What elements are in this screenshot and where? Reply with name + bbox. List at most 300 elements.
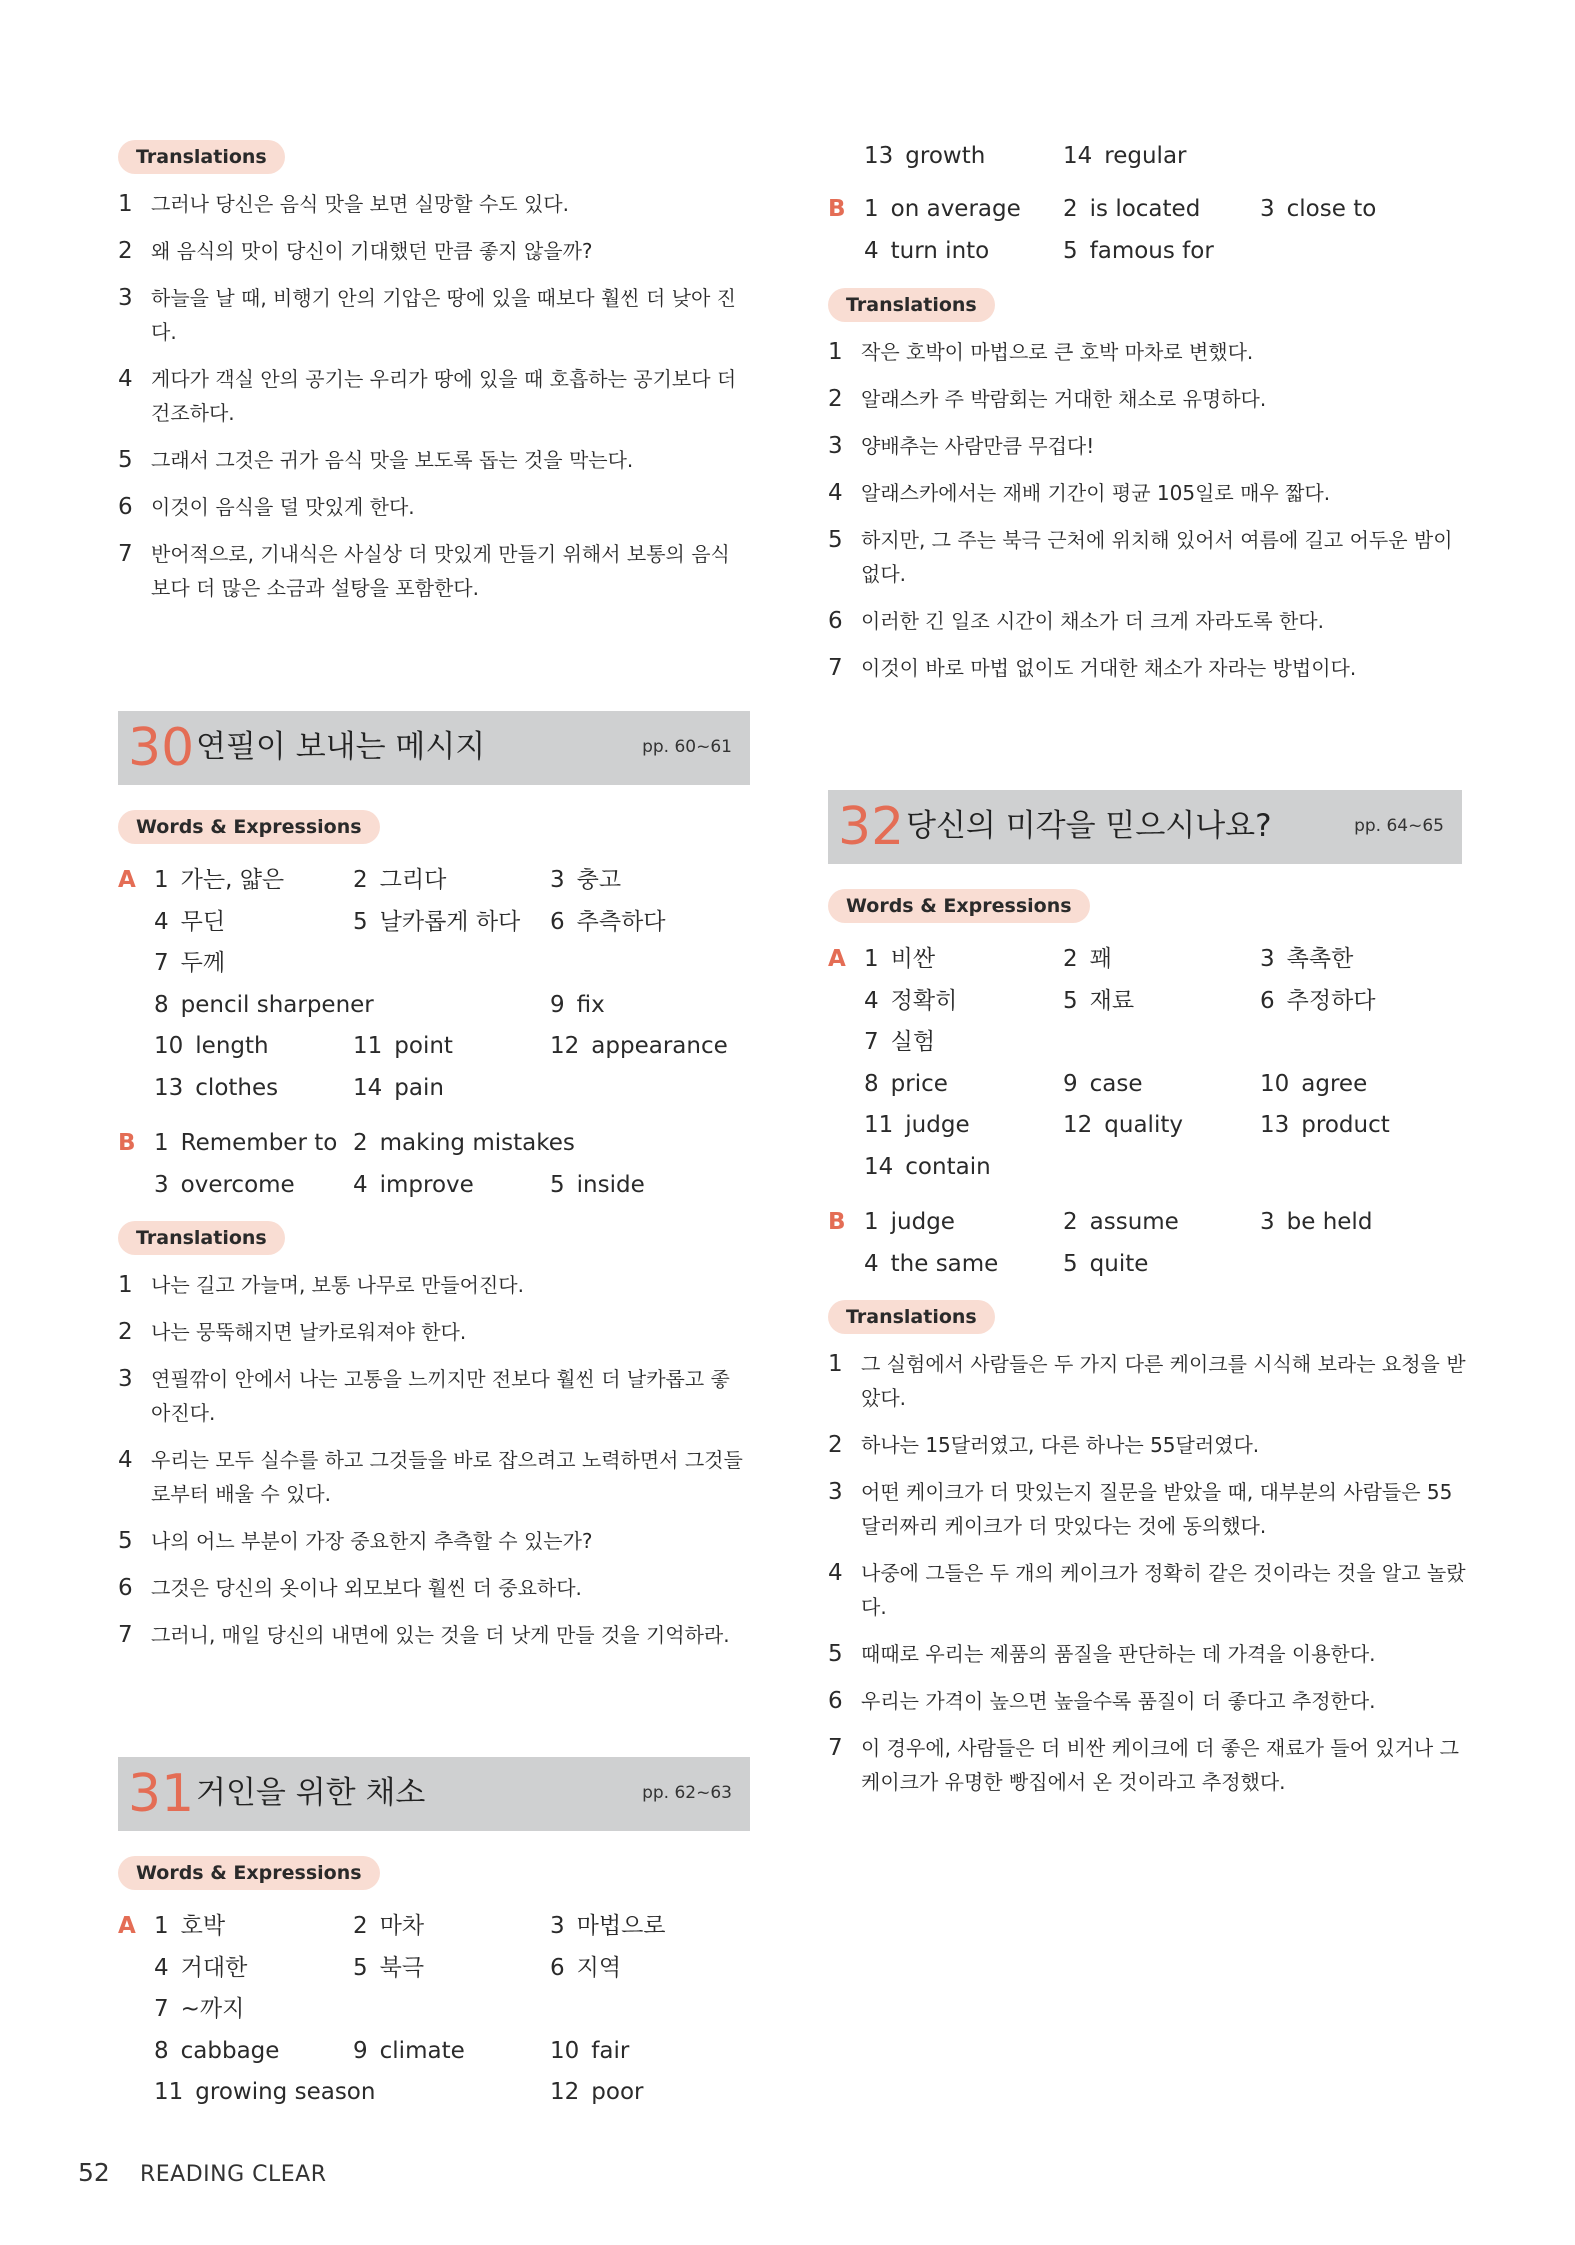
- answer-item: [1063, 943, 1112, 975]
- answer-item: [1260, 985, 1376, 1017]
- item-number: 3: [550, 1913, 565, 1939]
- section-letter: A: [118, 1913, 136, 1939]
- item-number: 4: [154, 1954, 169, 1981]
- translation-text: 어떤 케이크가 더 맛있는지 질문을 받았을 때, 대부분의 사람들은 55달러짜리 케이크가 더 맛있다는 것에 동의했다.: [861, 1480, 1453, 1538]
- item-number: 6: [550, 1954, 565, 1981]
- item-number: 2: [353, 1913, 368, 1939]
- answer-item: [864, 140, 985, 172]
- unit-number: 30: [128, 718, 195, 778]
- item-number: 4: [118, 1447, 133, 1473]
- answer-text: is located: [1089, 196, 1201, 222]
- item-number: 12: [550, 2079, 580, 2105]
- answer-text: contain: [905, 1153, 991, 1180]
- translation-item: [828, 651, 1468, 685]
- translation-item: [828, 604, 1468, 638]
- translation-item: [828, 1475, 1468, 1543]
- item-number: 3: [828, 1479, 843, 1505]
- translation-item: [118, 234, 748, 268]
- answer-text: 지역: [576, 1954, 622, 1981]
- item-number: 5: [1063, 1250, 1078, 1277]
- unit-number: 31: [128, 1764, 195, 1824]
- item-number: 1: [864, 196, 879, 222]
- answer-text: 재료: [1089, 987, 1135, 1014]
- translation-item: [118, 1571, 748, 1605]
- item-number: 2: [828, 386, 843, 412]
- item-number: 8: [154, 2037, 169, 2064]
- translation-item: [118, 443, 748, 477]
- translation-text: 우리는 모두 실수를 하고 그것들을 바로 잡으려고 노력하면서 그것들로부터 배울 수 있다.: [151, 1448, 743, 1506]
- answer-text: improve: [379, 1171, 474, 1198]
- answer-text: 북극: [379, 1954, 425, 1981]
- answer-item: [1063, 1068, 1143, 1100]
- translation-item: [118, 362, 748, 430]
- answer-text: on average: [890, 196, 1021, 222]
- item-number: 8: [154, 991, 169, 1018]
- answer-text: price: [890, 1070, 948, 1097]
- answer-text: inside: [576, 1171, 645, 1198]
- answer-item: [353, 1952, 424, 1984]
- answer-row: [828, 985, 1468, 1017]
- item-number: 9: [1063, 1070, 1078, 1097]
- answer-text: Remember to: [180, 1130, 338, 1156]
- item-number: 14: [864, 1153, 894, 1180]
- answer-row: [118, 1910, 748, 1942]
- item-number: 6: [118, 494, 133, 520]
- item-number: 5: [118, 1528, 133, 1554]
- answer-item: [864, 1068, 948, 1100]
- translation-text: 그러나 당신은 음식 맛을 보면 실망할 수도 있다.: [151, 192, 569, 216]
- translation-list: [118, 187, 748, 605]
- answer-text: 무딘: [180, 908, 226, 935]
- translation-item: [828, 523, 1468, 591]
- answer-item: [154, 906, 225, 938]
- item-number: 1: [828, 339, 843, 365]
- translation-list: [828, 335, 1468, 685]
- translation-text: 반어적으로, 기내식은 사실상 더 맛있게 만들기 위해서 보통의 음식보다 더 많은 소금과 설탕을 포함한다.: [151, 542, 730, 600]
- unit-title: 연필이 보내는 메시지: [196, 729, 486, 765]
- item-number: 13: [864, 143, 894, 169]
- answer-item: [1260, 1206, 1372, 1238]
- translation-item: [118, 1268, 748, 1302]
- left-translations-block: [118, 140, 748, 605]
- answer-item: [550, 1910, 666, 1942]
- answer-item: [550, 1952, 621, 1984]
- translation-item: [118, 281, 748, 349]
- translation-text: 우리는 가격이 높으면 높을수록 품질이 더 좋다고 추정한다.: [861, 1689, 1376, 1713]
- answer-text: 호박: [180, 1913, 226, 1939]
- item-number: 4: [828, 1560, 843, 1586]
- translation-item: [118, 1443, 748, 1511]
- section-letter: A: [118, 867, 136, 893]
- item-number: 4: [864, 1250, 879, 1277]
- translation-item: [118, 537, 748, 605]
- unit-pages: pp. 62~63: [642, 1783, 732, 1803]
- answer-text: clothes: [195, 1074, 279, 1101]
- answer-text: 두께: [180, 950, 226, 976]
- item-number: 6: [828, 608, 843, 634]
- answer-row: [118, 2035, 748, 2067]
- unit-31-words: [118, 1856, 748, 1890]
- translation-item: [118, 490, 748, 524]
- answer-text: product: [1301, 1112, 1390, 1138]
- answer-row: [118, 2076, 748, 2108]
- unit-pages: pp. 60~61: [642, 737, 732, 757]
- section-letter: B: [118, 1130, 136, 1156]
- answer-item: [864, 943, 935, 975]
- answer-row: [118, 906, 748, 938]
- translation-item: [828, 1556, 1468, 1624]
- answer-item: [1063, 1248, 1148, 1280]
- item-number: 7: [118, 541, 133, 567]
- translation-text: 나는 길고 가늘며, 보통 나무로 만들어진다.: [151, 1273, 524, 1297]
- translation-item: [828, 1637, 1468, 1671]
- answer-text: appearance: [591, 1033, 728, 1059]
- translation-list: [828, 1347, 1468, 1799]
- item-number: 5: [828, 1641, 843, 1667]
- item-number: 4: [864, 237, 879, 264]
- item-number: 13: [1260, 1112, 1290, 1138]
- answer-item: [1260, 943, 1353, 975]
- translation-item: [118, 1618, 748, 1652]
- answer-item: [1063, 1109, 1183, 1141]
- item-number: 14: [1063, 143, 1093, 169]
- answer-item: [1063, 193, 1200, 225]
- translation-list: [118, 1268, 748, 1652]
- answer-text: 촉촉한: [1286, 946, 1354, 972]
- item-number: 2: [118, 238, 133, 264]
- translation-text: 게다가 객실 안의 공기는 우리가 땅에 있을 때 호흡하는 공기보다 더 건조하다.: [151, 367, 737, 425]
- answer-text: be held: [1286, 1209, 1373, 1235]
- item-number: 2: [353, 867, 368, 893]
- unit-32-words: [828, 889, 1468, 923]
- answer-item: [154, 1993, 244, 2025]
- translation-text: 이것이 음식을 덜 맛있게 한다.: [151, 495, 415, 519]
- words-expressions-label: Words & Expressions: [118, 810, 380, 844]
- answer-text: 추측하다: [576, 908, 666, 935]
- answer-text: 그리다: [379, 867, 447, 893]
- translation-item: [828, 1684, 1468, 1718]
- translation-text: 양배추는 사람만큼 무겁다!: [861, 434, 1095, 458]
- answer-item: [864, 193, 1021, 225]
- item-number: 4: [353, 1171, 368, 1198]
- unit-31-section-a-continued: [828, 140, 1468, 180]
- unit-32-section-a: [828, 943, 1468, 1180]
- item-number: 1: [118, 1272, 133, 1298]
- answer-item: [154, 2035, 279, 2067]
- answer-text: turn into: [890, 237, 990, 264]
- item-number: 10: [550, 2037, 580, 2064]
- item-number: 1: [864, 1209, 879, 1235]
- translation-text: 알래스카 주 박람회는 거대한 채소로 유명하다.: [861, 387, 1267, 411]
- translation-text: 하늘을 날 때, 비행기 안의 기압은 땅에 있을 때보다 훨씬 더 낮아 진다.: [151, 286, 736, 344]
- item-number: 10: [1260, 1070, 1290, 1097]
- answer-item: [864, 235, 989, 267]
- answer-text: quite: [1089, 1250, 1149, 1277]
- item-number: 10: [154, 1033, 184, 1059]
- answer-item: [353, 1127, 575, 1159]
- item-number: 5: [1063, 237, 1078, 264]
- translation-text: 그러니, 매일 당신의 내면에 있는 것을 더 낫게 만들 것을 기억하라.: [151, 1623, 730, 1647]
- item-number: 7: [864, 1029, 879, 1055]
- answer-item: [1260, 1109, 1390, 1141]
- answer-item: [1260, 193, 1376, 225]
- answer-row: [118, 1127, 748, 1159]
- answer-item: [550, 906, 666, 938]
- answer-text: growing season: [195, 2079, 376, 2105]
- unit-30-words: [118, 810, 748, 844]
- answer-item: [864, 985, 957, 1017]
- answer-text: fair: [591, 2037, 630, 2064]
- item-number: 9: [353, 2037, 368, 2064]
- answer-row: [118, 1952, 748, 1984]
- translation-text: 나의 어느 부분이 가장 중요한지 추측할 수 있는가?: [151, 1529, 593, 1553]
- answer-text: point: [394, 1033, 453, 1059]
- answer-item: [353, 1030, 453, 1062]
- item-number: 2: [828, 1432, 843, 1458]
- answer-row: [118, 1993, 748, 2025]
- answer-item: [353, 864, 446, 896]
- translation-item: [828, 335, 1468, 369]
- answer-item: [550, 1169, 645, 1201]
- answer-text: 추정하다: [1286, 987, 1376, 1014]
- item-number: 6: [828, 1688, 843, 1714]
- answer-item: [1063, 235, 1214, 267]
- item-number: 3: [1260, 946, 1275, 972]
- section-letter: A: [828, 946, 846, 972]
- answer-row: [118, 1030, 748, 1062]
- translation-text: 때때로 우리는 제품의 품질을 판단하는 데 가격을 이용한다.: [861, 1642, 1376, 1666]
- answer-row: [828, 140, 1468, 172]
- item-number: 3: [118, 1366, 133, 1392]
- item-number: 3: [118, 285, 133, 311]
- item-number: 2: [1063, 196, 1078, 222]
- item-number: 11: [154, 2079, 184, 2105]
- answer-item: [864, 1151, 991, 1183]
- item-number: 14: [353, 1074, 383, 1101]
- item-number: 3: [828, 433, 843, 459]
- answer-row: [118, 989, 748, 1021]
- translation-text: 하나는 15달러였고, 다른 하나는 55달러였다.: [861, 1433, 1260, 1457]
- answer-row: [118, 1169, 748, 1201]
- answer-item: [353, 906, 520, 938]
- translation-text: 왜 음식의 맛이 당신이 기대했던 만큼 좋지 않을까?: [151, 239, 593, 263]
- translation-item: [118, 1315, 748, 1349]
- item-number: 5: [828, 527, 843, 553]
- item-number: 1: [154, 1130, 169, 1156]
- translation-item: [118, 1362, 748, 1430]
- item-number: 11: [864, 1112, 894, 1138]
- answer-row: [828, 1206, 1468, 1238]
- answer-item: [154, 864, 284, 896]
- translation-text: 연필깎이 안에서 나는 고통을 느끼지만 전보다 훨씬 더 날카롭고 좋아진다.: [151, 1367, 730, 1425]
- answer-text: 날카롭게 하다: [379, 908, 521, 935]
- section-letter: B: [828, 196, 846, 222]
- item-number: 9: [550, 991, 565, 1018]
- answer-item: [154, 947, 225, 979]
- item-number: 5: [353, 1954, 368, 1981]
- answer-item: [353, 1910, 424, 1942]
- answer-text: famous for: [1089, 237, 1214, 264]
- item-number: 5: [550, 1171, 565, 1198]
- unit-31-translations-block: [828, 288, 1468, 685]
- translation-item: [118, 1524, 748, 1558]
- page-number: 52: [78, 2158, 110, 2187]
- answer-text: quality: [1104, 1112, 1183, 1138]
- answer-row: [828, 235, 1468, 267]
- item-number: 7: [828, 1735, 843, 1761]
- answer-item: [864, 1248, 998, 1280]
- answer-item: [154, 1910, 225, 1942]
- unit-number: 32: [838, 797, 905, 857]
- answer-item: [864, 1026, 935, 1058]
- item-number: 1: [118, 191, 133, 217]
- answer-item: [1063, 140, 1187, 172]
- answer-text: 꽤: [1089, 946, 1112, 972]
- book-title: READING CLEAR: [140, 2162, 327, 2187]
- answer-item: [550, 2076, 643, 2108]
- answer-text: length: [195, 1033, 269, 1059]
- item-number: 7: [154, 1996, 169, 2022]
- answer-text: growth: [905, 143, 986, 169]
- unit-30-translations-block: [118, 1221, 748, 1652]
- item-number: 1: [828, 1351, 843, 1377]
- translation-item: [828, 382, 1468, 416]
- answer-item: [154, 1072, 278, 1104]
- translation-text: 나중에 그들은 두 개의 케이크가 정확히 같은 것이라는 것을 알고 놀랐다.: [861, 1561, 1466, 1619]
- item-number: 7: [154, 950, 169, 976]
- answer-item: [154, 2076, 375, 2108]
- answer-item: [1260, 1068, 1367, 1100]
- translation-item: [828, 1347, 1468, 1415]
- answer-text: 비싼: [890, 946, 936, 972]
- item-number: 4: [154, 908, 169, 935]
- answer-row: [828, 1026, 1468, 1058]
- answer-item: [154, 989, 374, 1021]
- translations-label: Translations: [118, 140, 285, 174]
- answer-item: [864, 1206, 955, 1238]
- words-expressions-label: Words & Expressions: [828, 889, 1090, 923]
- unit-31-section-b: [828, 193, 1468, 273]
- answer-text: making mistakes: [379, 1130, 575, 1156]
- translation-text: 이러한 긴 일조 시간이 채소가 더 크게 자라도록 한다.: [861, 609, 1324, 633]
- answer-text: case: [1089, 1070, 1143, 1097]
- item-number: 3: [1260, 1209, 1275, 1235]
- unit-30-section-b: [118, 1127, 748, 1207]
- translation-text: 그래서 그것은 귀가 음식 맛을 보도록 돕는 것을 막는다.: [151, 448, 634, 472]
- answer-row: [828, 1109, 1468, 1141]
- answer-row: [118, 1072, 748, 1104]
- answer-item: [353, 1169, 474, 1201]
- answer-item: [154, 1030, 269, 1062]
- translation-item: [828, 1731, 1468, 1799]
- item-number: 6: [118, 1575, 133, 1601]
- answer-text: climate: [379, 2037, 465, 2064]
- unit-32-section-b: [828, 1206, 1468, 1286]
- item-number: 2: [1063, 946, 1078, 972]
- item-number: 12: [1063, 1112, 1093, 1138]
- answer-item: [1063, 1206, 1179, 1238]
- item-number: 3: [154, 1171, 169, 1198]
- answer-item: [550, 2035, 629, 2067]
- answer-text: 실험: [890, 1029, 936, 1055]
- translations-label: Translations: [828, 1300, 995, 1334]
- translation-item: [828, 429, 1468, 463]
- answer-item: [154, 1169, 295, 1201]
- unit-31-header: [118, 1757, 750, 1831]
- item-number: 3: [550, 867, 565, 893]
- answer-text: judge: [890, 1209, 955, 1235]
- answer-row: [828, 1068, 1468, 1100]
- item-number: 4: [828, 480, 843, 506]
- answer-row: [118, 864, 748, 896]
- translation-item: [828, 1428, 1468, 1462]
- item-number: 2: [1063, 1209, 1078, 1235]
- item-number: 1: [154, 867, 169, 893]
- translation-text: 알래스카에서는 재배 기간이 평균 105일로 매우 짧다.: [861, 481, 1331, 505]
- answer-text: 마차: [379, 1913, 425, 1939]
- item-number: 7: [118, 1622, 133, 1648]
- item-number: 1: [864, 946, 879, 972]
- item-number: 6: [1260, 987, 1275, 1014]
- translations-label: Translations: [118, 1221, 285, 1255]
- answer-text: the same: [890, 1250, 999, 1277]
- item-number: 11: [353, 1033, 383, 1059]
- answer-text: ~까지: [180, 1996, 245, 2022]
- unit-pages: pp. 64~65: [1354, 816, 1444, 836]
- unit-30-header: [118, 711, 750, 785]
- unit-32-translations-block: [828, 1300, 1468, 1799]
- item-number: 8: [864, 1070, 879, 1097]
- translation-text: 이것이 바로 마법 없이도 거대한 채소가 자라는 방법이다.: [861, 656, 1357, 680]
- answer-row: [828, 943, 1468, 975]
- answer-item: [353, 1072, 444, 1104]
- answer-text: pain: [394, 1074, 444, 1101]
- answer-text: assume: [1089, 1209, 1179, 1235]
- answer-text: 정확히: [890, 987, 958, 1014]
- answer-text: fix: [576, 991, 605, 1018]
- item-number: 6: [550, 908, 565, 935]
- unit-title: 거인을 위한 채소: [196, 1775, 426, 1811]
- translation-text: 나는 뭉뚝해지면 날카로워져야 한다.: [151, 1320, 467, 1344]
- item-number: 4: [118, 366, 133, 392]
- answer-row: [118, 947, 748, 979]
- unit-32-header: [828, 790, 1462, 864]
- translation-text: 하지만, 그 주는 북극 근처에 위치해 있어서 여름에 길고 어두운 밤이 없다.: [861, 528, 1453, 586]
- item-number: 13: [154, 1074, 184, 1101]
- answer-text: poor: [591, 2079, 644, 2105]
- section-letter: B: [828, 1209, 846, 1235]
- translations-label: Translations: [828, 288, 995, 322]
- translation-text: 작은 호박이 마법으로 큰 호박 마차로 변했다.: [861, 340, 1254, 364]
- answer-text: 거대한: [180, 1954, 248, 1981]
- answer-text: 가는, 얇은: [180, 867, 285, 893]
- item-number: 2: [353, 1130, 368, 1156]
- answer-row: [828, 193, 1468, 225]
- translation-item: [828, 476, 1468, 510]
- answer-text: regular: [1104, 143, 1187, 169]
- answer-row: [828, 1248, 1468, 1280]
- answer-item: [154, 1952, 247, 1984]
- answer-item: [550, 1030, 728, 1062]
- answer-item: [353, 2035, 465, 2067]
- unit-30-section-a: [118, 864, 748, 1101]
- item-number: 2: [118, 1319, 133, 1345]
- translation-text: 그것은 당신의 옷이나 외모보다 훨씬 더 중요하다.: [151, 1576, 582, 1600]
- answer-item: [154, 1127, 337, 1159]
- translation-item: [118, 187, 748, 221]
- item-number: 5: [1063, 987, 1078, 1014]
- translation-text: 그 실험에서 사람들은 두 가지 다른 케이크를 시식해 보라는 요청을 받았다.: [861, 1352, 1466, 1410]
